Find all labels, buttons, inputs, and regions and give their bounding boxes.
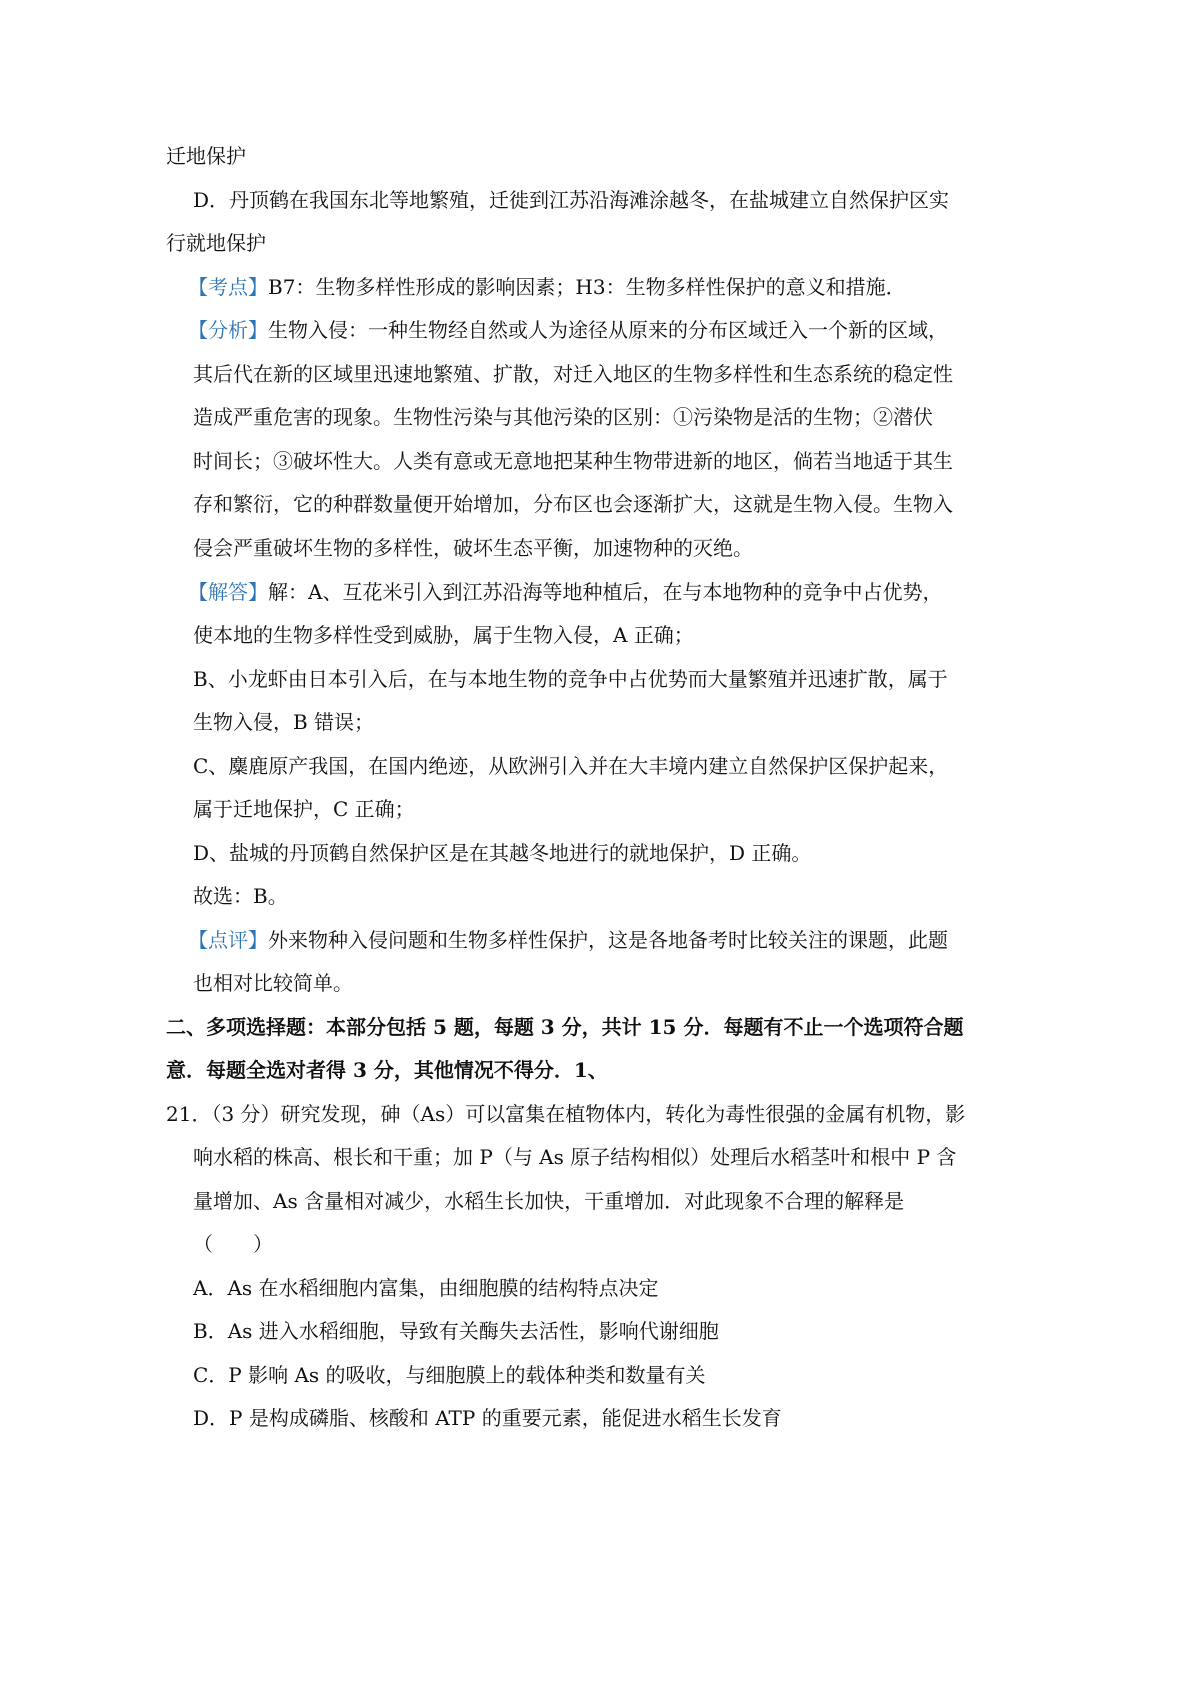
kaodian-text: B7：生物多样性形成的影响因素；H3：生物多样性保护的意义和措施． xyxy=(268,275,906,299)
fenxi-line: 侵会严重破坏生物的多样性，破坏生态平衡，加速物种的灭绝。 xyxy=(193,536,753,560)
kaodian-paragraph xyxy=(188,273,906,301)
jieda-line: B、小龙虾由日本引入后，在与本地生物的竞争中占优势而大量繁殖并迅速扩散，属于 xyxy=(193,667,948,691)
question-stem: 21．（3 分）研究发现，砷（As）可以富集在植物体内，转化为毒性很强的金属有机物，影 xyxy=(166,1102,966,1126)
answer-blank: （ ） xyxy=(193,1232,273,1256)
question-stem: 量增加、As 含量相对减少，水稻生长加快，干重增加．对此现象不合理的解释是 xyxy=(193,1189,905,1213)
kaodian-tag: 【考点】 xyxy=(188,275,268,299)
fenxi-tag: 【分析】 xyxy=(188,318,268,342)
dianping-tag: 【点评】 xyxy=(188,928,268,952)
fenxi-text: 生物入侵：一种生物经自然或人为途径从原来的分布区域迁入一个新的区域， xyxy=(268,318,948,342)
fenxi-first-line xyxy=(188,316,948,344)
option-c: C．P 影响 As 的吸收，与细胞膜上的载体种类和数量有关 xyxy=(193,1363,706,1387)
dianping-first-line xyxy=(188,926,948,954)
option-c-tail: 迁地保护 xyxy=(166,144,246,168)
fenxi-line: 时间长；③破坏性大。人类有意或无意地把某种生物带进新的地区，倘若当地适于其生 xyxy=(193,449,953,473)
option-b: B．As 进入水稻细胞，导致有关酶失去活性，影响代谢细胞 xyxy=(193,1319,719,1343)
section-heading: 二、多项选择题：本部分包括 5 题，每题 3 分，共计 15 分．每题有不止一个选项符合题 xyxy=(166,1015,964,1039)
jieda-first-line xyxy=(188,578,942,606)
option-d-line-1: D．丹顶鹤在我国东北等地繁殖，迁徙到江苏沿海滩涂越冬，在盐城建立自然保护区实 xyxy=(193,188,950,212)
fenxi-line: 造成严重危害的现象。生物性污染与其他污染的区别：①污染物是活的生物；②潜伏 xyxy=(193,405,933,429)
jieda-line: 使本地的生物多样性受到威胁，属于生物入侵，A 正确； xyxy=(193,623,694,647)
dianping-line: 也相对比较简单。 xyxy=(193,971,353,995)
jieda-line: 属于迁地保护，C 正确； xyxy=(193,797,415,821)
dianping-text: 外来物种入侵问题和生物多样性保护，这是各地备考时比较关注的课题，此题 xyxy=(268,928,948,952)
jieda-tag: 【解答】 xyxy=(188,580,268,604)
fenxi-line: 存和繁衍，它的种群数量便开始增加，分布区也会逐渐扩大，这就是生物入侵。生物入 xyxy=(193,492,953,516)
question-stem: 响水稻的株高、根长和干重；加 P（与 As 原子结构相似）处理后水稻茎叶和根中 P 含 xyxy=(193,1145,957,1169)
jieda-line: D、盐城的丹顶鹤自然保护区是在其越冬地进行的就地保护，D 正确。 xyxy=(193,841,812,865)
jieda-answer: 故选：B。 xyxy=(193,884,288,908)
option-d-line-2: 行就地保护 xyxy=(166,231,266,255)
jieda-line: C、麋鹿原产我国，在国内绝迹，从欧洲引入并在大丰境内建立自然保护区保护起来， xyxy=(193,754,949,778)
option-d: D．P 是构成磷脂、核酸和 ATP 的重要元素，能促进水稻生长发育 xyxy=(193,1406,782,1430)
fenxi-line: 其后代在新的区域里迅速地繁殖、扩散，对迁入地区的生物多样性和生态系统的稳定性 xyxy=(193,362,953,386)
option-a: A．As 在水稻细胞内富集，由细胞膜的结构特点决定 xyxy=(193,1276,659,1300)
jieda-text: 解：A、互花米引入到江苏沿海等地种植后，在与本地物种的竞争中占优势， xyxy=(268,580,943,604)
jieda-line: 生物入侵，B 错误； xyxy=(193,710,375,734)
section-heading: 意．每题全选对者得 3 分，其他情况不得分．1、 xyxy=(166,1058,608,1082)
